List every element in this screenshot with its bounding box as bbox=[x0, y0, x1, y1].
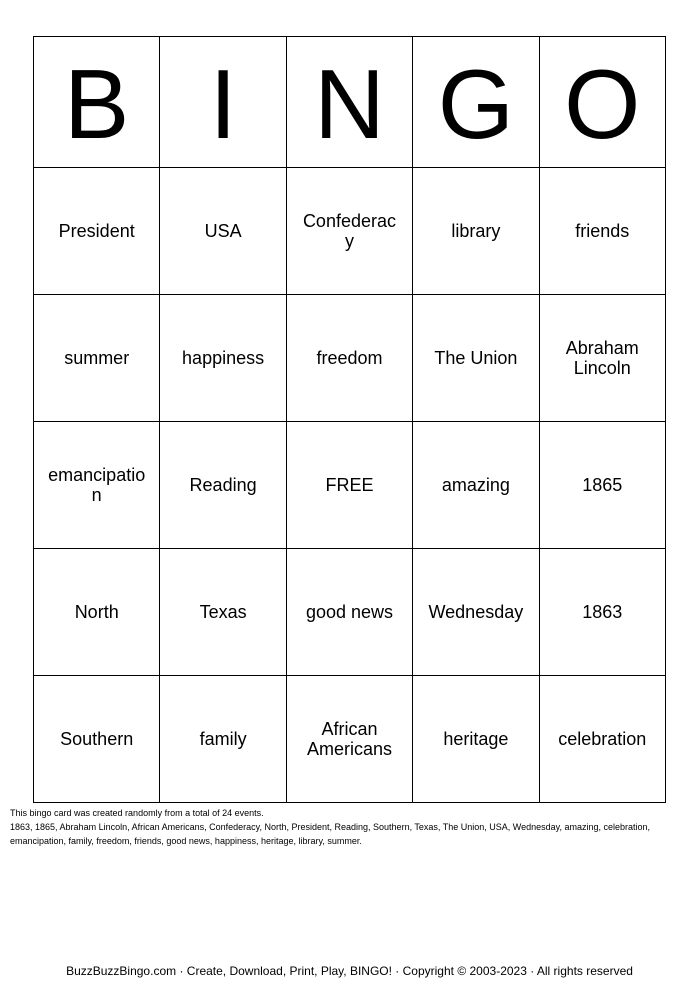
bingo-cell bbox=[286, 295, 412, 422]
bingo-cell bbox=[539, 676, 665, 803]
bingo-cell bbox=[160, 676, 286, 803]
bingo-row-3 bbox=[34, 422, 666, 549]
bingo-cell bbox=[160, 168, 286, 295]
bingo-cell-text: African Americans bbox=[306, 719, 392, 759]
bingo-cell bbox=[539, 549, 665, 676]
bingo-cell bbox=[413, 549, 539, 676]
bingo-card bbox=[33, 36, 666, 803]
bingo-cell-text: USA bbox=[204, 221, 242, 241]
bingo-cell-text: amazing bbox=[441, 475, 510, 495]
bingo-cell-text: celebration bbox=[558, 729, 647, 749]
free-space-cell bbox=[286, 422, 412, 549]
page-footer: BuzzBuzzBingo.com · Create, Download, Print, Play, BINGO! · Copyright © 2003-2023 · All rights reserved bbox=[66, 964, 633, 978]
bingo-cell bbox=[286, 549, 412, 676]
bingo-cell-text: good news bbox=[305, 602, 394, 622]
bingo-cell bbox=[286, 676, 412, 803]
bingo-cell bbox=[34, 676, 160, 803]
bingo-cell-text: The Union bbox=[434, 348, 518, 368]
bingo-cell bbox=[413, 168, 539, 295]
bingo-cell bbox=[34, 422, 160, 549]
bingo-cell-text: summer bbox=[64, 348, 130, 368]
bingo-cell bbox=[160, 295, 286, 422]
bingo-cell-text: Reading bbox=[189, 475, 257, 495]
bingo-cell bbox=[160, 549, 286, 676]
bingo-cell bbox=[539, 295, 665, 422]
bingo-cell bbox=[34, 295, 160, 422]
header-letter-o: O bbox=[539, 37, 665, 168]
header-letter-g: G bbox=[413, 37, 539, 168]
bingo-cell-text: Southern bbox=[60, 729, 134, 749]
bingo-cell bbox=[34, 549, 160, 676]
bingo-cell-text: North bbox=[74, 602, 119, 622]
bingo-cell-text: Texas bbox=[199, 602, 247, 622]
bingo-cell bbox=[539, 168, 665, 295]
bingo-cell-text: family bbox=[199, 729, 247, 749]
bingo-cell bbox=[286, 168, 412, 295]
bingo-cell-text: happiness bbox=[182, 348, 265, 368]
bingo-cell-text: freedom bbox=[316, 348, 383, 368]
bingo-cell bbox=[413, 422, 539, 549]
bingo-cell bbox=[160, 422, 286, 549]
bingo-cell bbox=[413, 295, 539, 422]
bingo-cell-text: Confederacy bbox=[302, 211, 396, 251]
bingo-cell bbox=[413, 676, 539, 803]
bingo-cell-text: emancipation bbox=[48, 465, 146, 505]
card-info-summary: This bingo card was created randomly from a total of 24 events. bbox=[10, 808, 264, 818]
bingo-cell-text: 1865 bbox=[582, 475, 623, 495]
bingo-cell-text: library bbox=[451, 221, 501, 241]
card-info bbox=[10, 806, 690, 848]
header-letter-b: B bbox=[34, 37, 160, 168]
header-letter-i: I bbox=[160, 37, 286, 168]
bingo-row-1 bbox=[34, 168, 666, 295]
header-letter-n: N bbox=[286, 37, 412, 168]
bingo-header-row bbox=[34, 37, 666, 168]
bingo-cell bbox=[539, 422, 665, 549]
bingo-cell-text: Wednesday bbox=[428, 602, 524, 622]
free-space-text: FREE bbox=[325, 475, 374, 495]
bingo-cell-text: 1863 bbox=[582, 602, 623, 622]
bingo-cell bbox=[34, 168, 160, 295]
bingo-row-5 bbox=[34, 676, 666, 803]
bingo-row-4 bbox=[34, 549, 666, 676]
bingo-cell-text: friends bbox=[575, 221, 630, 241]
bingo-cell-text: Abraham Lincoln bbox=[565, 338, 639, 378]
bingo-cell-text: heritage bbox=[443, 729, 509, 749]
bingo-cell-text: President bbox=[58, 221, 135, 241]
bingo-row-2 bbox=[34, 295, 666, 422]
card-events-list: 1863, 1865, Abraham Lincoln, African Americans, Confederacy, North, President, Reading, Southern, Texas, The Union, USA, Wednesday, amazing, celebration, emancipation, family, freedom, friends, good news, happiness, heritage, library, summer. bbox=[10, 822, 651, 846]
